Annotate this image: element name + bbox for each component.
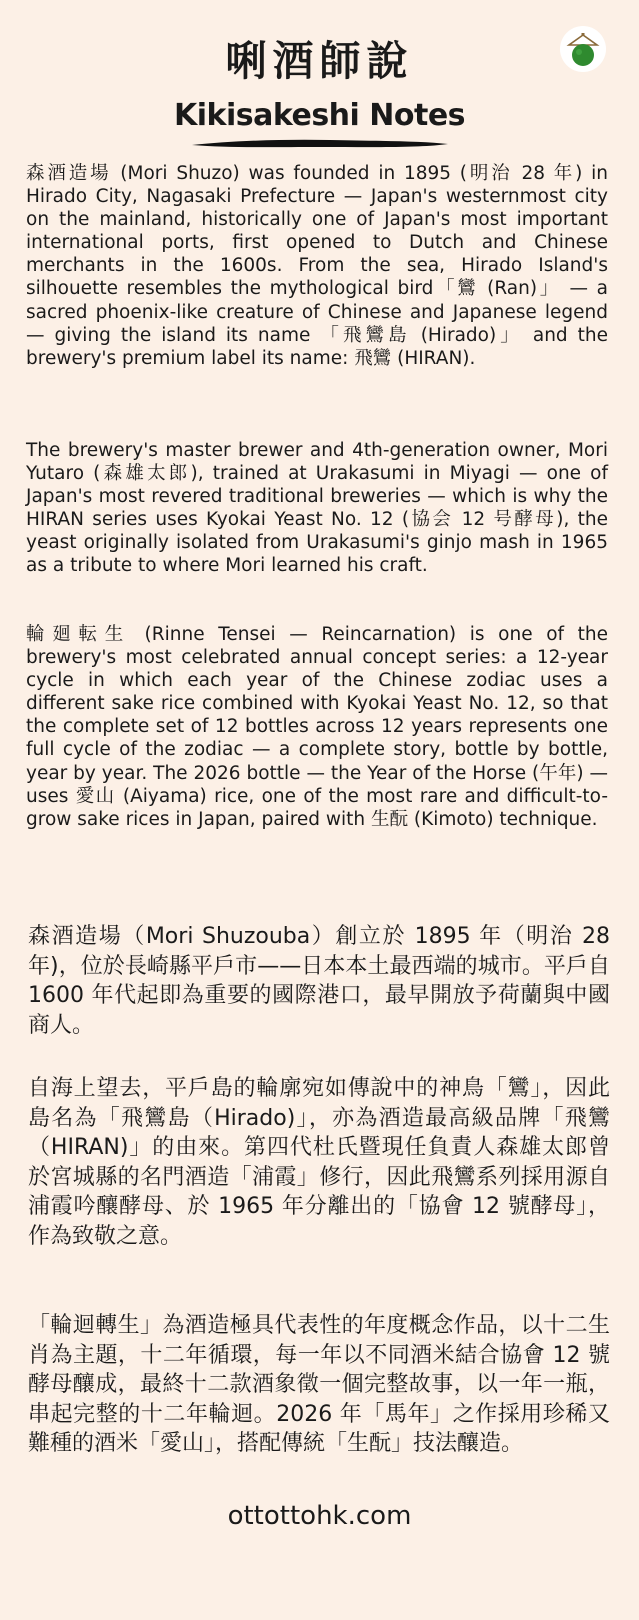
chinese-paragraph-brewer: 自海上望去，平戶島的輪廓宛如傳說中的神鳥「鸞」，因此島名為「飛鸞島（Hirado)」，亦為酒造最高級品牌「飛鸞（HIRAN)」的由來。第四代杜氏暨現任負責人森雄太郎曾於宮城縣的名門酒造「浦霞」修行，因此飛鸞系列採用源自浦霞吟釀酵母、於 1965 年分離出的「協會 12 號酵母」，作為致敬之意。 — [28, 1076, 610, 1249]
page-title-chinese: 唎酒師說 — [225, 37, 414, 85]
english-paragraph-brewer: The brewery's master brewer and 4th-generation owner, Mori Yutaro (森雄太郎), trained at Urakasumi in Miyagi — one of Japan's most revered traditional breweries — which is why the HIRAN series uses Kyokai Yeast No. 12 (協会 12 号酵母), the yeast originally isolated from Urakasumi's ginjo mash in 1965 as a tribute to where Mori learned his craft. — [26, 440, 608, 577]
brush-stroke-divider — [190, 135, 450, 153]
chinese-paragraph-history: 森酒造場（Mori Shuzouba）創立於 1895 年（明治 28 年)，位於長崎縣平戶市——日本本土最西端的城市。平戶自 1600 年代起即為重要的國際港口，最早開放予荷蘭與中國商人。 — [28, 924, 610, 1038]
website-url: ottottohk.com — [227, 1501, 412, 1531]
page-title-english: Kikisakeshi Notes — [173, 98, 466, 133]
english-paragraph-history: 森酒造場 (Mori Shuzo) was founded in 1895 (明治 28 年) in Hirado City, Nagasaki Prefecture — Japan's westernmost city on the mainland, historically one of Japan's most important international ports, first opened to Dutch and Chinese merchants in the 1600s. From the sea, Hirado Island's silhouette resembles the mythological bird「鸞 (Ran)」 — a sacred phoenix-like creature of Chinese and Japanese legend — giving the island its name 「飛鸞島 (Hirado)」 and the brewery's premium label its name: 飛鸞 (HIRAN). — [26, 163, 608, 369]
english-paragraph-rinne-tensei: 輪廻転生 (Rinne Tensei — Reincarnation) is one of the brewery's most celebrated annual concept series: a 12-year cycle in which each year of the Chinese zodiac uses a different sake rice combined with Kyokai Yeast No. 12, so that the complete set of 12 bottles across 12 years represents one full cycle of the zodiac — a complete story, bottle by bottle, year by year. The 2026 bottle — the Year of the Horse (午年) — uses 愛山 (Aiyama) rice, one of the most rare and difficult-to-grow sake rices in Japan, paired with 生酛 (Kimoto) technique. — [26, 624, 608, 830]
chinese-paragraph-rinne-tensei: 「輪迴轉生」為酒造極具代表性的年度概念作品，以十二生肖為主題，十二年循環，每一年以不同酒米結合協會 12 號酵母釀成，最終十二款酒象徵一個完整故事，以一年一瓶，串起完整的十二年輪迴。2026 年「馬年」之作採用珍稀又難種的酒米「愛山」，搭配傳統「生酛」技法釀造。 — [28, 1313, 610, 1456]
